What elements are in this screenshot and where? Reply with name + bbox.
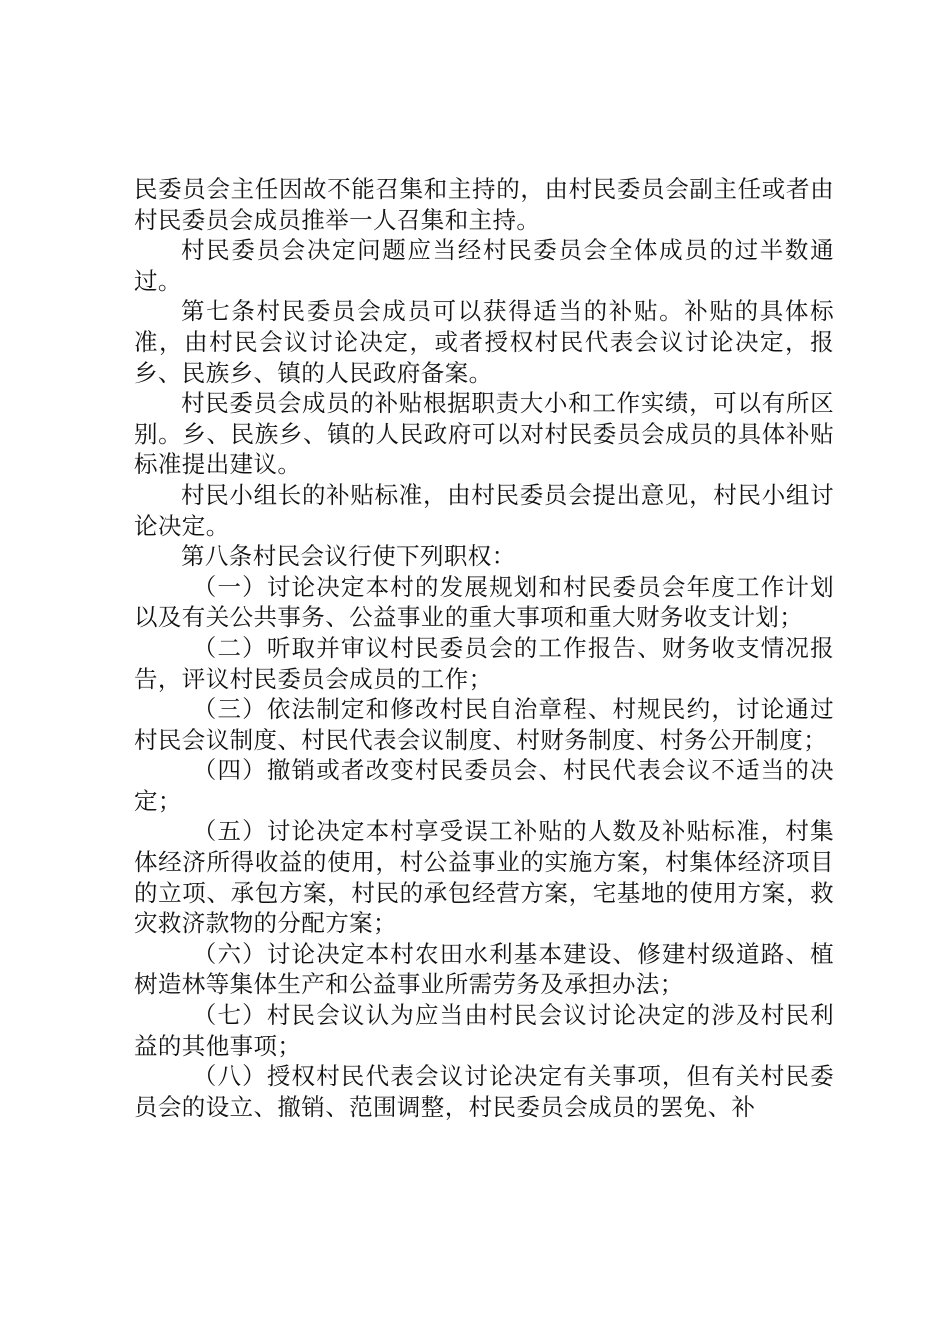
paragraph: 第七条村民委员会成员可以获得适当的补贴。补贴的具体标准，由村民会议讨论决定，或者授权村民代表会议讨论决定，报乡、民族乡、镇的人民政府备案。 xyxy=(134,297,834,387)
list-item: （三）依法制定和修改村民自治章程、村规民约，讨论通过村民会议制度、村民代表会议制度、村财务制度、村务公开制度； xyxy=(134,695,834,754)
list-item: （二）听取并审议村民委员会的工作报告、财务收支情况报告，评议村民委员会成员的工作； xyxy=(134,633,834,693)
document-body xyxy=(134,174,834,1122)
list-item: （四）撤销或者改变村民委员会、村民代表会议不适当的决定； xyxy=(134,756,834,815)
list-item: （八）授权村民代表会议讨论决定有关事项，但有关村民委员会的设立、撤销、范围调整，村民委员会成员的罢免、补 xyxy=(134,1062,834,1121)
article-heading: 第八条村民会议行使下列职权： xyxy=(181,542,516,571)
paragraph: 村民小组长的补贴标准，由村民委员会提出意见，村民小组讨论决定。 xyxy=(134,480,834,540)
paragraph: 村民委员会成员的补贴根据职责大小和工作实绩，可以有所区别。乡、民族乡、镇的人民政府可以对村民委员会成员的具体补贴标准提出建议。 xyxy=(134,389,834,479)
list-item: （六）讨论决定本村农田水利基本建设、修建村级道路、植树造林等集体生产和公益事业所需劳务及承担办法； xyxy=(134,939,834,999)
list-item: （五）讨论决定本村享受误工补贴的人数及补贴标准，村集体经济所得收益的使用，村公益事业的实施方案，村集体经济项目的立项、承包方案，村民的承包经营方案，宅基地的使用方案，救灾救济款物的分配方案； xyxy=(134,817,834,938)
list-item: （一）讨论决定本村的发展规划和村民委员会年度工作计划以及有关公共事务、公益事业的重大事项和重大财务收支计划； xyxy=(134,572,834,632)
paragraph: 民委员会主任因故不能召集和主持的，由村民委员会副主任或者由村民委员会成员推举一人召集和主持。 xyxy=(134,175,834,234)
paragraph: 村民委员会决定问题应当经村民委员会全体成员的过半数通过。 xyxy=(134,236,834,295)
list-item: （七）村民会议认为应当由村民会议讨论决定的涉及村民利益的其他事项； xyxy=(134,1001,834,1060)
